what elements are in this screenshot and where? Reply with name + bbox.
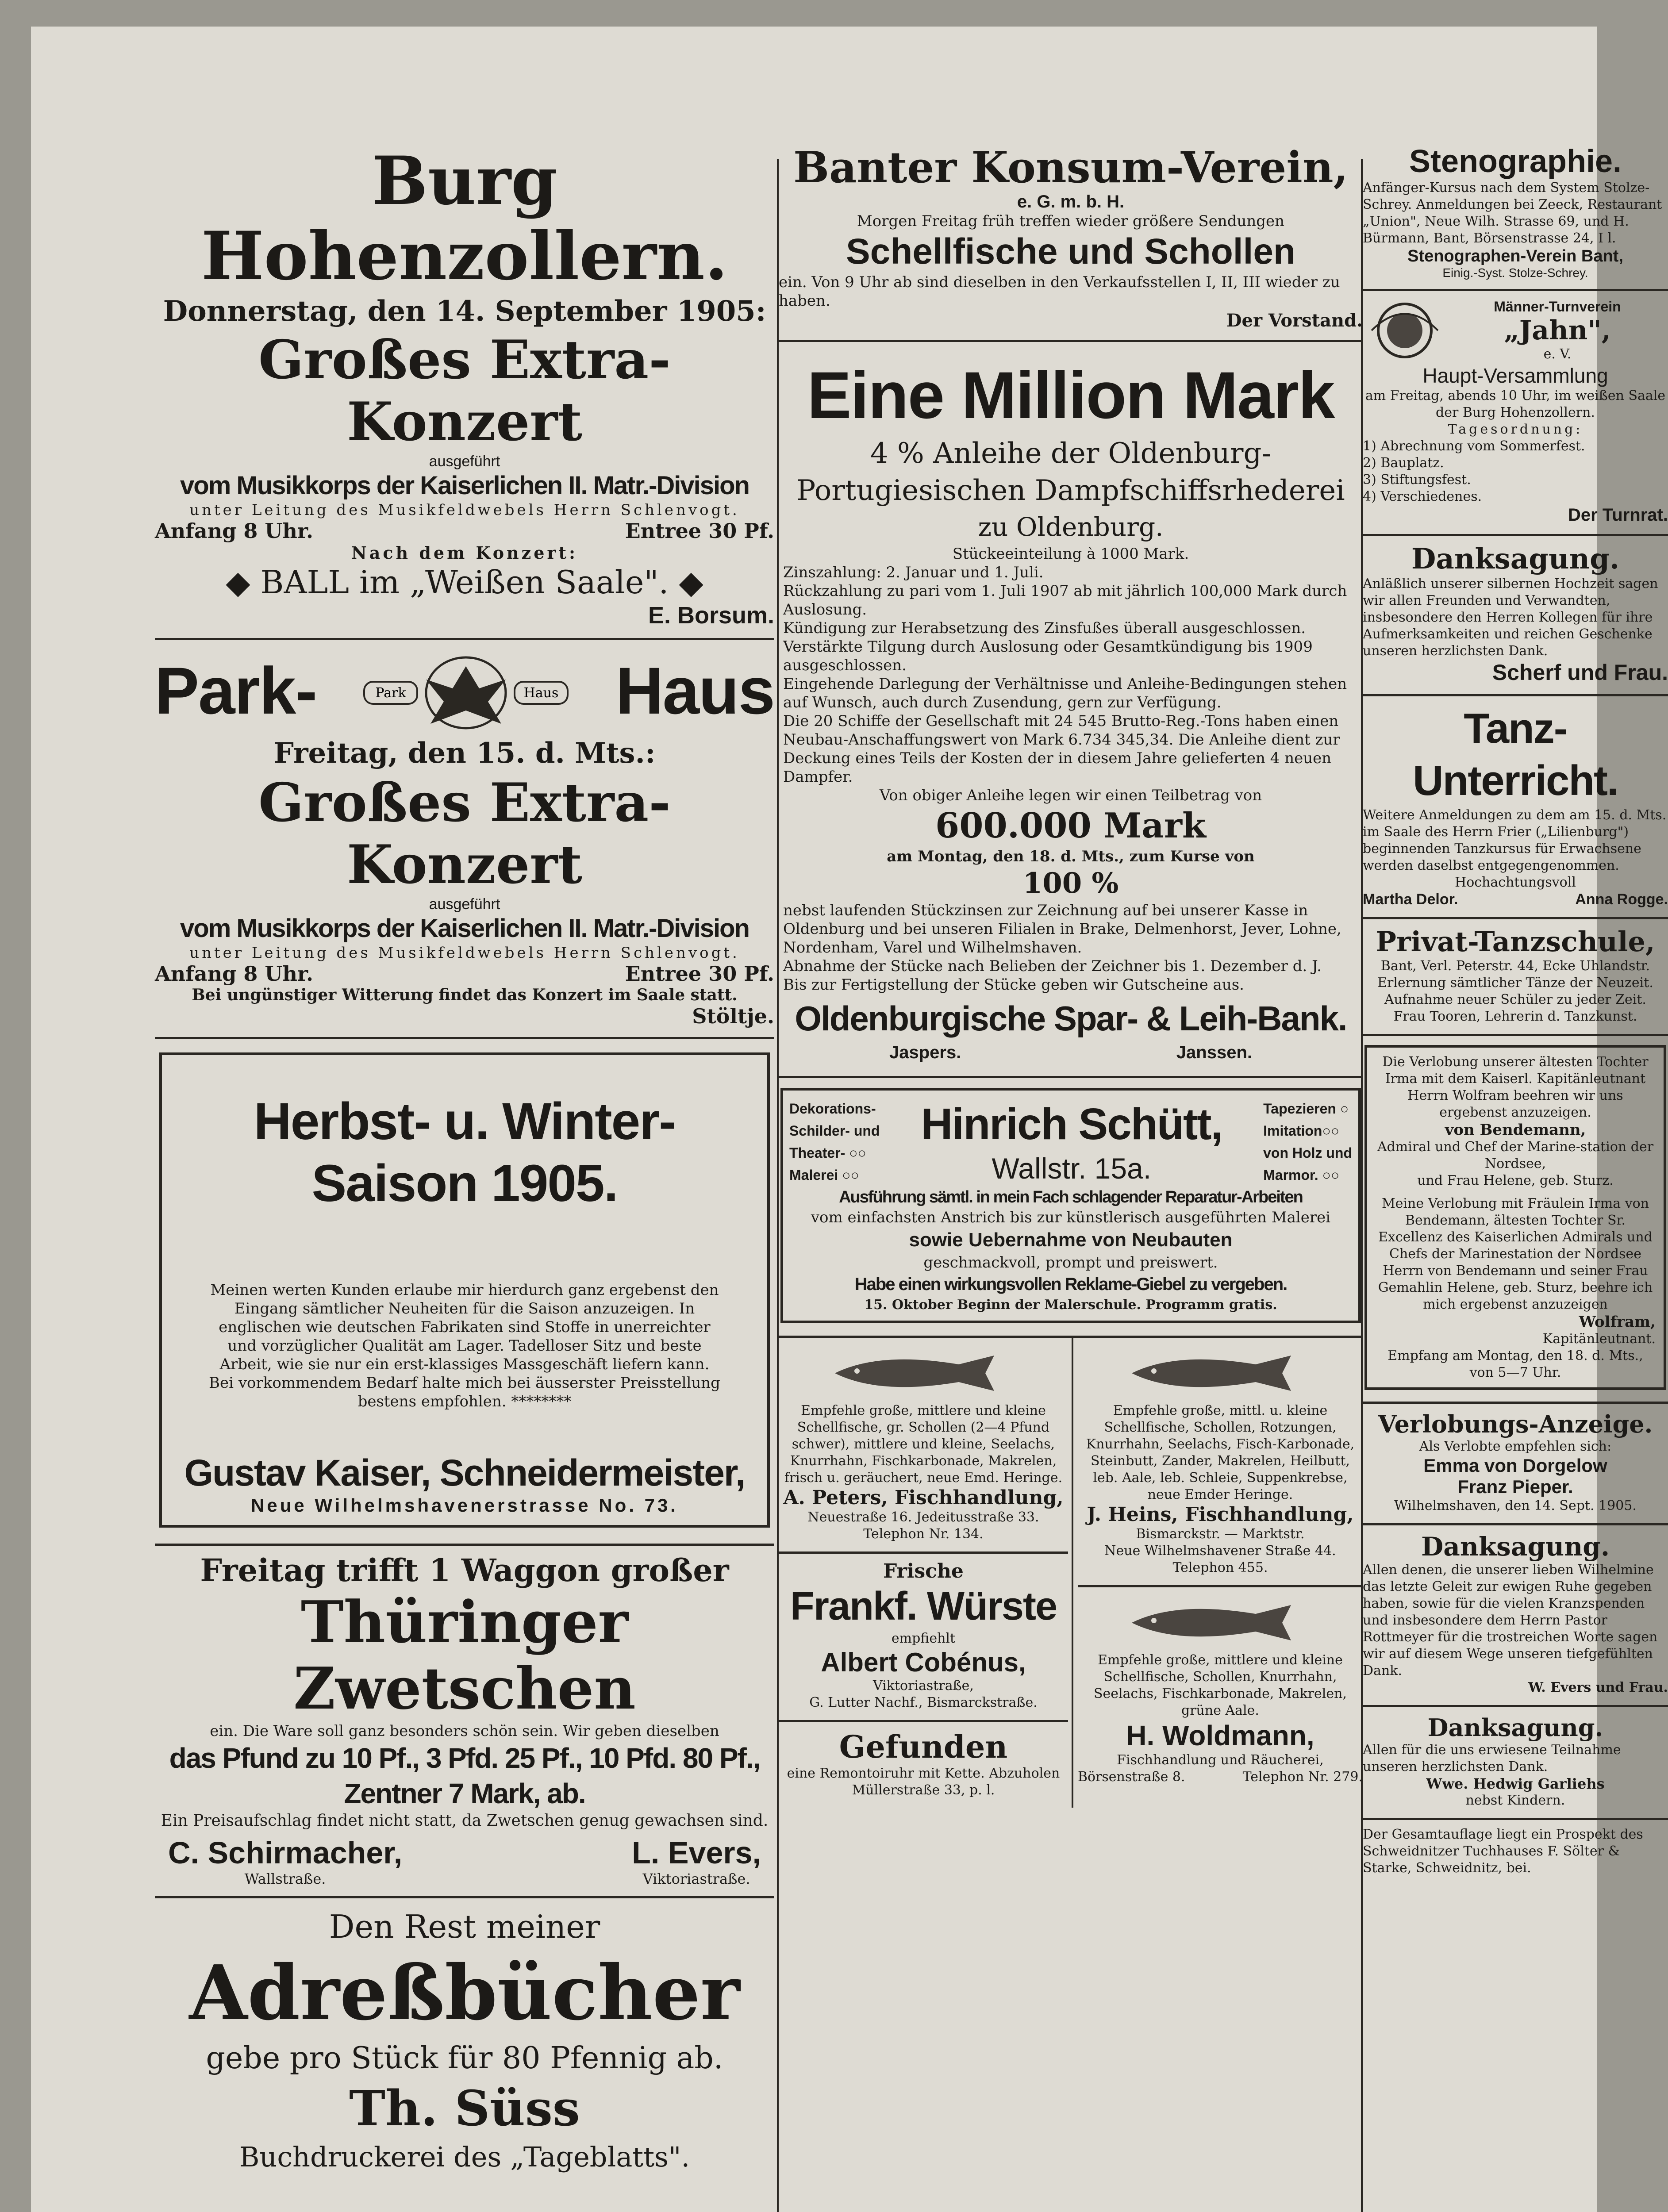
ad-name: A. Peters, Fischhandlung, [783,1486,1064,1509]
ad-text: Tapezieren ○ [1263,1101,1349,1117]
ad-text: Zinszahlung: 2. Januar und 1. Juli. [783,564,1044,581]
ad-text: Anfang 8 Uhr. [155,519,313,543]
ad-name: Albert Cobénus, [821,1647,1026,1677]
ad-title: Danksagung. [1421,1532,1610,1562]
ad-text: Die 20 Schiffe der Gesellschaft mit 24 545 Brutto-Reg.-Tons haben einen Neubau-Anschaffungswert von Mark 6.734 345,34. Die Anleihe dient zur Deckung eines Teils der Kosten der in diesem Jahre gelieferten 4 neuen Dampfer. [783,712,1340,786]
ad-text: am Montag, den 18. d. Mts., zum Kurse von [887,848,1255,865]
ad-danksagung-scherf [1363,536,1668,696]
ad-text: Morgen Freitag früh treffen wieder größere Sendungen [857,212,1285,230]
ad-text: Marmor. ○○ [1263,1167,1340,1183]
ad-name: Hinrich Schütt, [921,1099,1222,1149]
badge-label: Park [375,685,406,701]
ad-phone: Telephon Nr. 134. [863,1526,984,1542]
ad-headline: Eine Million Mark [807,358,1334,432]
ad-signer: E. Borsum. [648,602,774,629]
ad-text: nebst Kindern. [1465,1793,1565,1808]
ad-gustav-kaiser [155,1039,774,1546]
ad-gefunden [779,1722,1068,1808]
ad-suess [155,1898,774,2186]
fish-ads [779,1338,1363,1808]
ad-peters [779,1338,1068,1554]
ad-address: Wallstr. 15a. [992,1152,1152,1185]
ad-text: Admiral und Chef der Marine-station der Nordsee, [1377,1139,1654,1171]
ad-text: Einig.-Syst. Stolze-Schrey. [1442,266,1588,280]
ad-seller: C. Schirmacher, [168,1836,403,1870]
ad-text: Frische [883,1560,964,1582]
ad-woldmann [1078,1587,1363,1794]
ad-ball: ◆ BALL im „Weißen Saale". ◆ [226,564,703,601]
ad-text: Stenographen-Verein Bant, [1407,247,1623,265]
ad-text: unter Leitung des Musikfeldwebels Herrn Schlenvogt. [189,501,740,519]
ad-performer: vom Musikkorps der Kaiserlichen II. Matr.-Division [180,914,749,943]
ad-oldenburg-anleihe [779,342,1363,1078]
ad-signer: Wolfram, [1579,1313,1656,1331]
ad-text: Buchdruckerei des „Tageblatts". [239,2141,690,2173]
ad-title: Danksagung. [1427,1713,1603,1742]
ad-text: geschmackvoll, prompt und preiswert. [923,1254,1218,1271]
ad-text: Hochachtungsvoll [1455,875,1576,890]
ad-name: Emma von Dorgelow [1423,1455,1607,1476]
ad-title: Verlobungs-Anzeige. [1378,1410,1653,1438]
ad-privat-tanzschule [1363,919,1668,1036]
ad-text: vom einfachsten Anstrich bis zur künstlerisch ausgeführten Malerei [811,1209,1331,1226]
agenda-item: 3) Stiftungsfest. [1363,472,1471,488]
ad-text: Der Gesamtauflage liegt ein Prospekt des Schweidnitzer Tuchhauses F. Sölter & Starke, Schweidnitz, bei. [1363,1827,1643,1876]
ad-text: Nach dem Konzert: [351,543,578,563]
ad-signer: Stöltje. [692,1004,774,1028]
ad-date: Freitag, den 15. d. Mts.: [273,737,656,770]
ad-text: zu Oldenburg. [978,512,1164,542]
ad-headline: Haupt-Versammlung [1422,364,1608,387]
ad-text: Schilder- und [789,1123,880,1139]
ad-text: Ein Preisaufschlag findet nicht statt, da Zwetschen genug gewachsen sind. [161,1812,769,1830]
ad-text: Malerei ○○ [789,1167,859,1183]
ad-headline: Schellfische und Schollen [846,231,1296,272]
ad-beilage-notice [1363,1820,1668,1886]
ad-headline: Thüringer Zwetschen [293,1588,636,1722]
ad-signer: Scherf und Frau. [1492,660,1668,685]
ad-hinrich-schuett [779,1078,1363,1338]
ad-text: Anläßlich unserer silbernen Hochzeit sagen wir allen Freunden und Verwandten, insbesondere den Herren Kollegen für ihre Aufmerksamkeiten und reichen Geschenke unseren herzlichsten Dank. [1363,576,1658,659]
ad-address: G. Lutter Nachf., Bismarckstraße. [809,1695,1038,1710]
ad-text: sowie Uebernahme von Neubauten [909,1229,1233,1251]
ad-text: Kapitänleutnant. [1542,1331,1656,1347]
ad-banter-konsum [779,137,1363,342]
ad-headline: Großes Extra-Konzert [258,329,671,453]
ad-seller: L. Evers, [632,1836,761,1870]
ad-text: Den Rest meiner [329,1908,600,1945]
ad-signer: Jaspers. [889,1043,961,1062]
ad-text: Die Verlobung unserer ältesten Tochter Irma mit dem Kaiserl. Kapitänleutnant Herrn Wolfram beehren wir uns ergebenst anzuzeigen. [1382,1054,1649,1120]
ad-signer: Wwe. Hedwig Garliehs [1426,1775,1605,1792]
badge-label: Haus [523,685,559,701]
club-emblem-icon [1363,297,1447,364]
ad-title: 4 % Anleihe der Oldenburg-Portugiesischen Dampfschiffsrhederei [796,437,1345,507]
ad-headline: Großes Extra-Konzert [258,772,671,896]
ad-title: Banter Konsum-Verein, [793,142,1349,192]
ad-text: Fischhandlung und Räucherei, [1117,1752,1324,1768]
ad-headline: Gefunden [839,1728,1008,1765]
ad-prices: Zentner 7 Mark, ab. [344,1778,585,1809]
column-middle [779,137,1363,1808]
ad-text: Entree 30 Pf. [625,962,774,986]
ad-text: Imitation○○ [1263,1123,1340,1139]
ad-text: Habe einen wirkungsvollen Reklame-Giebel zu vergeben. [854,1275,1287,1294]
ad-text: Männer-Turnverein [1494,298,1621,315]
ad-title: Burg Hohenzollern. [201,142,728,295]
ad-address: Neuestraße 16. Jedeitusstraße 33. [807,1509,1039,1525]
ad-name: Th. Süss [349,2080,580,2137]
fish-icon [1123,1596,1318,1649]
ad-text: ein. Die Ware soll ganz besonders schön sein. Wir geben dieselben [210,1722,719,1740]
fish-icon [1123,1347,1318,1400]
ad-text: 15. Oktober Beginn der Malerschule. Programm gratis. [864,1297,1277,1313]
ad-name: H. Woldmann, [1126,1720,1314,1751]
ad-prices: das Pfund zu 10 Pf., 3 Pfd. 25 Pf., 10 Pfd. 80 Pf., [169,1742,760,1774]
ad-address: Börsenstraße 8. [1077,1769,1185,1785]
ad-phone: Telephon 455. [1172,1560,1268,1575]
ad-headline: Herbst- u. Winter-Saison 1905. [254,1092,676,1213]
ad-address: Viktoriastraße. [642,1870,750,1887]
ad-date: Donnerstag, den 14. September 1905: [163,295,766,328]
ad-stenographie [1363,137,1668,291]
ad-title: Danksagung. [1411,542,1620,576]
ad-text: Allen denen, die unserer lieben Wilhelmine das letzte Geleit zur ewigen Ruhe gegeben haben, sowie für die vielen Kranzspenden und insbesondere dem Herrn Pastor Rottmeyer für die trostreichen Worte sagen wir auf diesem Wege unseren tiefgefühlten Dank. [1363,1562,1658,1678]
ad-text: Meinen werten Kunden erlaube mir hierdurch ganz ergebenst den Eingang sämtlicher Neuheiten für die Saison anzuzeigen. In englischen wie deutschen Fabrikaten sind Stoffe in unerreichter und vorzüglicher Qualität am Lager. Tadelloser Sitz und beste Arbeit, wie sie nur ein erst-klassiges Massgeschäft liefern kann. Bei vorkommendem Bedarf halte mich bei äusserster Preisstellung bestens empfohlen. ******** [209,1281,720,1410]
ad-signer: W. Evers und Frau. [1528,1680,1668,1695]
ad-text: Bei ungünstiger Witterung findet das Konzert im Saale statt. [192,986,738,1004]
ad-text: Stückeeinteilung à 1000 Mark. [952,545,1189,563]
ad-name: Franz Pieper. [1457,1476,1573,1497]
ad-verlobung-bendemann [1363,1036,1668,1404]
ad-text: Freitag trifft 1 Waggon großer [200,1552,729,1589]
ad-text: Empfehle große, mittl. u. kleine Schellfische, Schollen, Rotzungen, Knurrhahn, Seelachs, Fisch-Karbonade, Steinbutt, Zander, Makrelen, Heilbutt, leb. Aale, leb. Schleie, Suppenkrebse, neue Emder Heringe. [1086,1403,1355,1502]
ad-headline: Tanz-Unterricht. [1413,705,1618,804]
ad-signer: Martha Delor. [1363,891,1458,908]
eagle-emblem-icon [355,649,576,733]
ad-text: Als Verlobte empfehlen sich: [1419,1439,1612,1454]
ad-title: Stenographie. [1409,144,1622,179]
ad-name: von Bendemann, [1445,1121,1586,1139]
ad-address: Neue Wilhelmshavener Straße 44. [1104,1543,1336,1559]
ad-name: J. Heins, Fischhandlung, [1087,1503,1354,1526]
ad-turnverein-jahn [1363,291,1668,536]
ad-signer: Der Turnrat. [1568,505,1668,525]
ad-text: Wilhelmshaven, den 14. Sept. 1905. [1394,1498,1637,1513]
ad-name: „Jahn", [1504,315,1611,346]
ad-text: Ausführung sämtl. in mein Fach schlagender Reparatur-Arbeiten [839,1188,1303,1206]
ad-text: Meine Verlobung mit Fräulein Irma von Bendemann, ältesten Tochter Sr. Excellenz des Kaiserlichen Admirals und Chefs der Marinestation der Nordsee Herrn von Bendemann und seiner Frau Gemahlin Helene, geb. Sturz, beehre ich mich ergebenst anzuzeigen [1378,1196,1653,1312]
ad-text: Anfänger-Kursus nach dem System Stolze-Schrey. Anmeldungen bei Zeeck, Restaurant „Union", Neue Wilh. Strasse 69, und H. Bürmann, Bant, Börsenstrasse 24, I l. [1363,180,1662,246]
ad-text: e. G. m. b. H. [1017,192,1125,211]
ad-danksagung-evers [1363,1525,1668,1707]
ad-text: nebst laufenden Stückzinsen zur Zeichnung auf bei unserer Kasse in Oldenburg und bei unseren Filialen in Brake, Delmenhorst, Jever, Lohne, Nordenham, Varel und Wilhelmshaven. [783,902,1341,956]
ad-title-right: Haus [615,653,774,728]
ad-address: Viktoriastraße, [873,1678,974,1694]
ad-title-left: Park- [155,653,317,728]
ad-text: empfiehlt [891,1631,956,1646]
ad-phone: Telephon Nr. 279. [1242,1769,1363,1785]
ad-text: Kündigung zur Herabsetzung des Zinsfußes überall ausgeschlossen. Verstärkte Tilgung durch Auslosung oder Gesamtkündigung bis 1909 ausgeschlossen. [783,619,1313,674]
ad-danksagung-garliehs [1363,1707,1668,1820]
ad-signer: Frau Tooren, Lehrerin d. Tanzkunst. [1393,1009,1637,1024]
ad-zwetschen [155,1546,774,1898]
ad-name: und Frau Helene, geb. Sturz. [1417,1173,1614,1188]
ad-text: eine Remontoiruhr mit Kette. Abzuholen Müllerstraße 33, p. l. [787,1766,1060,1798]
ad-title: Privat-Tanzschule, [1376,926,1655,958]
ad-performer: vom Musikkorps der Kaiserlichen II. Matr.-Division [180,471,749,500]
ad-text: Empfang am Montag, den 18. d. Mts., von 5—7 Uhr. [1387,1348,1643,1380]
ad-rate: 100 % [1022,867,1119,900]
ad-text: Entree 30 Pf. [625,519,774,543]
ad-address: Wallstraße. [244,1870,326,1887]
ad-text: Empfehle große, mittlere und kleine Schellfische, Schollen, Knurrhahn, Seelachs, Fischkarbonade, Makrelen, grüne Aale. [1093,1652,1347,1718]
agenda-item: 1) Abrechnung vom Sommerfest. [1363,438,1585,454]
ad-text: Theater- ○○ [789,1145,866,1161]
ad-text: Abnahme der Stücke nach Belieben der Zeichner bis 1. Dezember d. J. [783,957,1322,975]
ad-verlobungs-anzeige [1363,1404,1668,1525]
ad-tanz-unterricht [1363,696,1668,919]
ad-signer: Der Vorstand. [1226,310,1363,331]
ad-text: Bant, Verl. Peterstr. 44, Ecke Uhlandstr. Erlernung sämtlicher Tänze der Neuzeit. Aufnahme neuer Schüler zu jeder Zeit. [1377,958,1653,1007]
ad-text: Von obiger Anleihe legen wir einen Teilbetrag von [879,787,1262,804]
ad-text: Tagesordnung: [1448,422,1583,437]
ad-text: e. V. [1543,346,1572,362]
ad-heins [1078,1338,1363,1587]
ad-text: Bis zur Fertigstellung der Stücke geben wir Gutscheine aus. [783,976,1244,994]
newspaper-page [31,27,1668,2212]
agenda-item: 4) Verschiedenes. [1363,489,1482,504]
ad-headline: Frankf. Würste [790,1584,1057,1628]
ad-text: Anfang 8 Uhr. [155,962,313,986]
ad-text: ein. Von 9 Uhr ab sind dieselben in den Verkaufsstellen I, II, III wieder zu haben. [779,273,1340,310]
fish-icon [826,1347,1021,1400]
ad-text: am Freitag, abends 10 Uhr, im weißen Saale der Burg Hohenzollern. [1365,388,1666,420]
ad-text: Weitere Anmeldungen zu dem am 15. d. Mts. im Saale des Herrn Frier („Lilienburg") beginnenden Tanzkursus für Erwachsene werden daselbst entgegengenommen. [1363,807,1667,873]
column-right [1363,137,1668,1886]
ad-text: ausgeführt [429,453,500,470]
ad-name: Gustav Kaiser, Schneidermeister, [184,1452,745,1494]
ad-bank: Oldenburgische Spar- & Leih-Bank. [795,999,1347,1038]
ad-text: unter Leitung des Musikfeldwebels Herrn Schlenvogt. [189,944,740,962]
ad-text: ausgeführt [429,896,500,913]
ad-text: Empfehle große, mittlere und kleine Schellfische, gr. Schollen (2—4 Pfund schwer), mittlere und kleine, Seelachs, Knurrhahn, Fischkarbonade, Makrelen, frisch u. geräuchert, neue Emd. Heringe. [784,1403,1063,1486]
ad-burg-hohenzollern [155,137,774,640]
ad-signer: Janssen. [1176,1043,1252,1062]
agenda-item: 2) Bauplatz. [1363,455,1444,471]
ad-amount: 600.000 Mark [935,806,1206,846]
ad-text: Eingehende Darlegung der Verhältnisse und Anleihe-Bedingungen stehen auf Wunsch, auch durch Zusendung, gern zur Verfügung. [783,675,1347,711]
ad-address: Bismarckstr. — Marktstr. [1136,1526,1305,1542]
ad-park-haus [155,640,774,1039]
ad-cobenus [779,1554,1068,1722]
ad-text: gebe pro Stück für 80 Pfennig ab. [206,2041,723,2076]
column-left [155,137,774,2186]
ad-headline: Adreßbücher [189,1949,740,2037]
ad-text: von Holz und [1263,1145,1352,1161]
ad-text: Dekorations- [789,1101,876,1117]
ad-signer: Anna Rogge. [1575,891,1668,908]
ad-text: Allen für die uns erwiesene Teilnahme unseren herzlichsten Dank. [1363,1742,1621,1774]
ad-text: Rückzahlung zu pari vom 1. Juli 1907 ab mit jährlich 100,000 Mark durch Auslosung. [783,582,1347,618]
ad-address: Neue Wilhelmshavenerstrasse No. 73. [251,1495,678,1516]
